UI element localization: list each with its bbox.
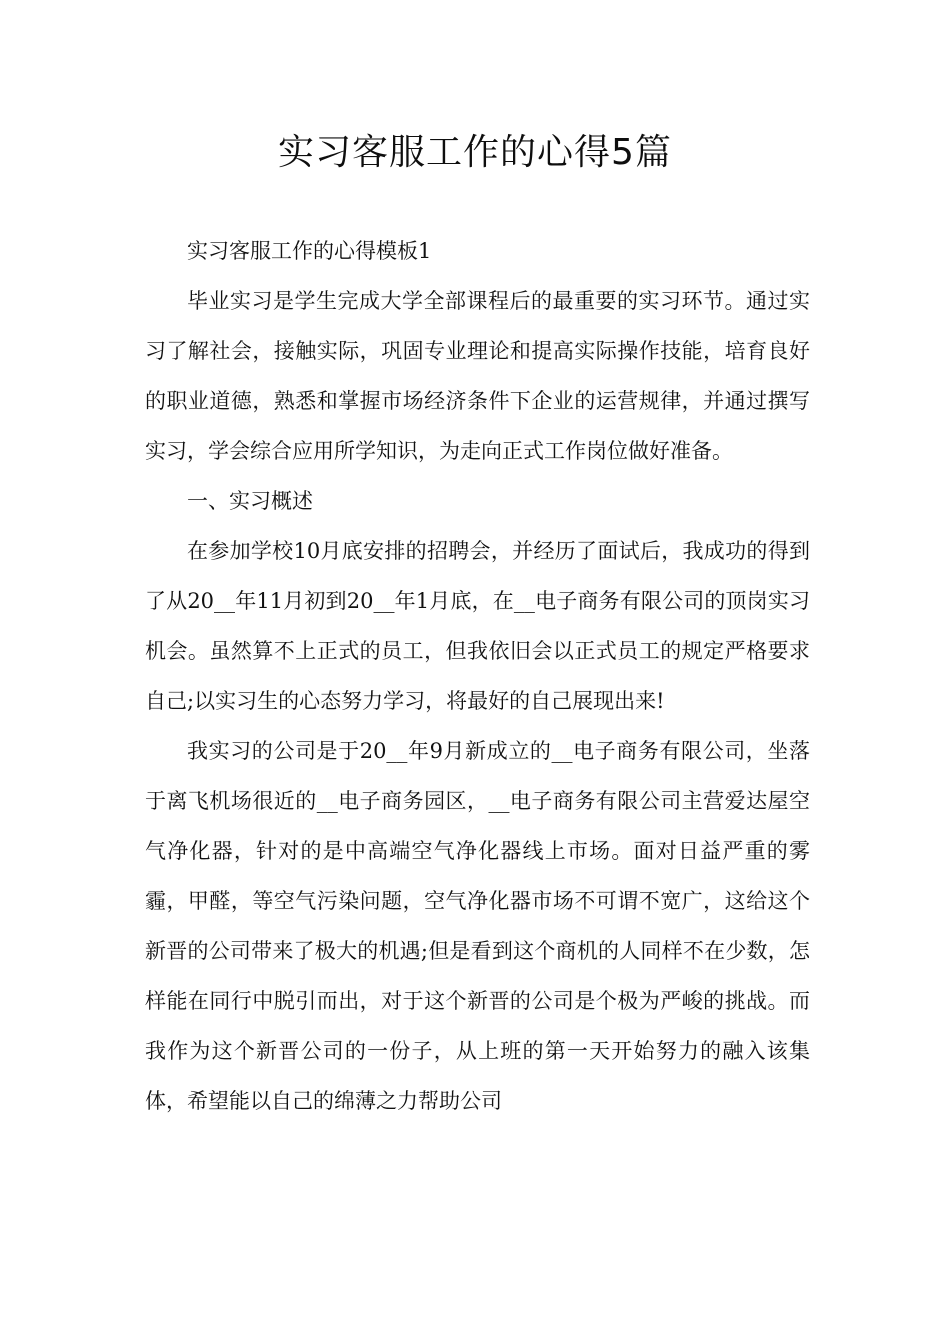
document-title: 实习客服工作的心得5篇 [278,132,672,173]
paragraph-internship: 在参加学校10月底安排的招聘会，并经历了面试后，我成功的得到了从20__年11月初到20__年1月底，在__电子商务有限公司的顶岗实习机会。虽然算不上正式的员工，但我依旧会以正式员工的规定严格要求自己;以实习生的心态努力学习，将最好的自己展现出来! [145,539,810,713]
section-heading-overview: 一、实习概述 [187,489,313,513]
paragraph-company: 我实习的公司是于20__年9月新成立的__电子商务有限公司，坐落于离飞机场很近的__电子商务园区，__电子商务有限公司主营爱达屋空气净化器，针对的是中高端空气净化器线上市场。面对日益严重的雾霾，甲醛，等空气污染问题，空气净化器市场不可谓不宽广，这给这个新晋的公司带来了极大的机遇;但是看到这个商机的人同样不在少数，怎样能在同行中脱引而出，对于这个新晋的公司是个极为严峻的挑战。而我作为这个新晋公司的一份子，从上班的第一天开始努力的融入该集体，希望能以自己的绵薄之力帮助公司 [145,739,810,1113]
section-subtitle: 实习客服工作的心得模板1 [187,239,432,263]
document-body [145,226,810,1126]
paragraph-intro: 毕业实习是学生完成大学全部课程后的最重要的实习环节。通过实习了解社会，接触实际，巩固专业理论和提高实际操作技能，培育良好的职业道德，熟悉和掌握市场经济条件下企业的运营规律，并通过撰写实习，学会综合应用所学知识，为走向正式工作岗位做好准备。 [145,289,810,463]
